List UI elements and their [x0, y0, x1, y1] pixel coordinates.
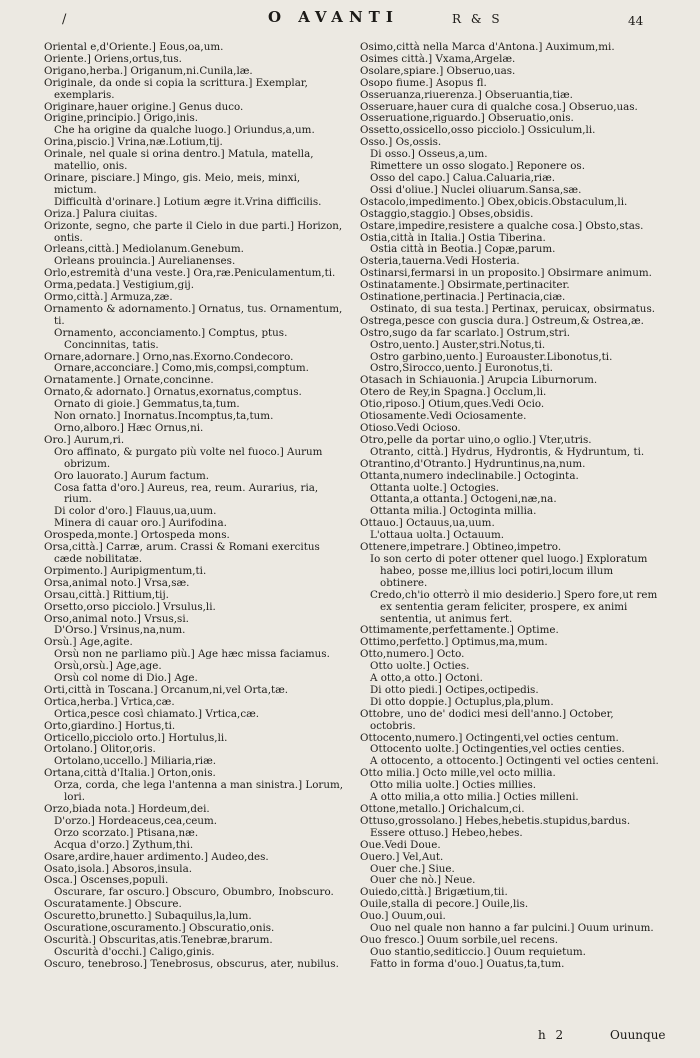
dictionary-entry: Ottanta milia.] Octoginta millia.	[370, 505, 537, 518]
dictionary-entry: Osimo,città nella Marca d'Antona.] Auximum,mi.	[360, 41, 615, 53]
dictionary-entry: Credo,ch'io otterrò il mio desiderio.] Spero fore,ut rem ex sententia geram feliciter, prospere, ex animi sententia, ut animus fert.	[370, 588, 658, 625]
dictionary-entry: Ottauo.] Octauus,ua,uum.	[360, 517, 495, 530]
dictionary-entry: Ornato di gioie.] Gemmatus,ta,tum.	[54, 398, 240, 411]
dictionary-entry: Oro.] Aurum,ri.	[44, 433, 125, 446]
dictionary-entry: Ouo.] Ouum,oui.	[360, 910, 446, 923]
page-header	[0, 6, 700, 36]
dictionary-entry: Ostro,Sirocco,uento.] Euronotus,ti.	[370, 362, 553, 375]
dictionary-entry: Otto milia uolte.] Octies millies.	[370, 779, 537, 792]
left-column	[44, 42, 344, 971]
dictionary-entry: Ottocento,numero.] Octingenti,vel octies centum.	[360, 731, 619, 744]
dictionary-entry: Oriza.] Palura ciuitas.	[44, 207, 158, 220]
dictionary-entry: Acqua d'orzo.] Zythum,thi.	[54, 838, 194, 851]
dictionary-entry: Osseruanza,riuerenza.] Obseruantia,tiæ.	[360, 88, 573, 101]
dictionary-entry: Osare,ardire,hauer ardimento.] Audeo,des.	[44, 850, 269, 863]
dictionary-entry: Orsù,orsù.] Age,age.	[54, 660, 162, 673]
dictionary-entry: Di otto piedi.] Octipes,octipedis.	[370, 683, 539, 696]
dictionary-entry: Osseruare,hauer cura di qualche cosa.] Obseruo,uas.	[360, 100, 638, 113]
dictionary-entry: Oscuro, tenebroso.] Tenebrosus, obscurus, ater, nubilus.	[44, 957, 339, 970]
dictionary-entry: Ouile,stalla di pecore.] Ouile,lis.	[360, 898, 529, 911]
dictionary-entry: Orsa,città.] Carræ, arum. Crassi & Romani exercitus cæde nobilitatæ.	[44, 541, 320, 565]
dictionary-entry: Di otto doppie.] Octuplus,pla,plum.	[370, 695, 554, 708]
dictionary-entry: Ouero.] Vel,Aut.	[360, 850, 444, 863]
dictionary-entry: Orpimento.] Auripigmentum,ti.	[44, 564, 207, 577]
dictionary-entry: A ottocento, a ottocento.] Octingenti vel octies centeni.	[370, 755, 659, 768]
dictionary-entry: Ortolano.] Olitor,oris.	[44, 743, 156, 756]
dictionary-entry: Otranto, città.] Hydrus, Hydrontis, & Hydruntum, ti.	[370, 445, 645, 458]
dictionary-entry: Oriental e,d'Oriente.] Eous,oa,um.	[44, 41, 224, 53]
dictionary-entry: Cosa fatta d'oro.] Aureus, rea, reum. Aurarius, ria, rium.	[54, 481, 319, 506]
dictionary-entry: Orlo,estremità d'una veste.] Ora,ræ.Peniculamentum,ti.	[44, 267, 336, 280]
running-title: O AVANTI	[268, 8, 399, 26]
dictionary-entry: Orizonte, segno, che parte il Cielo in due parti.] Horizon, ontis.	[44, 219, 343, 244]
dictionary-entry: D'orzo.] Hordeaceus,cea,ceum.	[54, 814, 217, 827]
dictionary-entry: A otto milia,a otto milia.] Octies milleni.	[370, 791, 579, 804]
dictionary-entry: Ouer che nò.] Neue.	[370, 874, 476, 887]
dictionary-entry: Ostaggio,staggio.] Obses,obsidis.	[360, 207, 534, 220]
dictionary-entry: Osato,isola.] Absoros,insula.	[44, 862, 192, 875]
dictionary-entry: Rimettere un osso slogato.] Reponere os.	[370, 160, 585, 173]
dictionary-entry: Orto,giardino.] Hortus,ti.	[44, 719, 176, 732]
dictionary-entry: Ormo,città.] Armuza,zæ.	[44, 291, 173, 304]
dictionary-entry: Oue.Vedi Doue.	[360, 838, 441, 851]
dictionary-entry: Origine,principio.] Origo,inis.	[44, 112, 199, 125]
dictionary-entry: L'ottaua uolta.] Octauum.	[370, 529, 505, 542]
dictionary-entry: Oscuratione,oscuramento.] Obscuratio,onis.	[44, 922, 275, 935]
dictionary-entry: Ostro,uento.] Auster,stri.Notus,ti.	[370, 338, 546, 351]
dictionary-entry: Di osso.] Osseus,a,um.	[370, 148, 488, 161]
dictionary-entry: A otto,a otto.] Octoni.	[370, 672, 483, 685]
dictionary-entry: Orsa,animal noto.] Vrsa,sæ.	[44, 576, 190, 589]
dictionary-entry: Ostare,impedire,resistere a qualche cosa.] Obsto,stas.	[360, 219, 644, 232]
dictionary-entry: Ornato,& adornato.] Ornatus,exornatus,comptus.	[44, 386, 302, 399]
dictionary-entry: Ornare,acconciare.] Como,mis,compsi,comptum.	[54, 362, 309, 375]
dictionary-entry: Ouo nel quale non hanno a far pulcini.] Ouum urinum.	[370, 922, 654, 935]
dictionary-entry: Osso del capo.] Calua.Caluaria,riæ.	[370, 171, 556, 184]
dictionary-entry: Osimes città.] Vxama,Argelæ.	[360, 52, 516, 65]
dictionary-entry: Osteria,tauerna.Vedi Hosteria.	[360, 255, 520, 268]
dictionary-entry: Otto,numero.] Octo.	[360, 648, 465, 661]
dictionary-entry: Otero de Rey,in Spagna.] Occlum,li.	[360, 386, 547, 399]
dictionary-entry: Otiosamente.Vedi Ociosamente.	[360, 410, 527, 423]
dictionary-entry: Essere ottuso.] Hebeo,hebes.	[370, 826, 523, 839]
dictionary-entry: Ostrega,pesce con guscia dura.] Ostreum,& Ostrea,æ.	[360, 314, 644, 327]
dictionary-entry: Otto uolte.] Octies.	[370, 660, 470, 673]
dictionary-entry: Otrantino,d'Otranto.] Hydruntinus,na,num.	[360, 457, 586, 470]
dictionary-entry: Oscurare, far oscuro.] Obscuro, Obumbro, Inobscuro.	[54, 886, 334, 899]
dictionary-entry: Osseruatione,riguardo.] Obseruatio,onis.	[360, 112, 574, 125]
dictionary-entry: Orinare, pisciare.] Mingo, gis. Meio, meis, minxi, mictum.	[44, 171, 301, 196]
right-column	[360, 42, 660, 971]
dictionary-entry: Ottocento uolte.] Octingenties,vel octies centies.	[370, 743, 625, 756]
dictionary-entry: Ortana,città d'Italia.] Orton,onis.	[44, 767, 216, 780]
dictionary-entry: Osopo fiume.] Asopus fl.	[360, 76, 487, 89]
dictionary-entry: Ottenere,impetrare.] Obtineo,impetro.	[360, 541, 562, 554]
dictionary-entry: Ouiedo,città.] Brigætium,tii.	[360, 886, 508, 899]
dictionary-entry: Oscurità.] Obscuritas,atis.Tenebræ,brarum.	[44, 933, 273, 946]
dictionary-entry: Ottimo,perfetto.] Optimus,ma,mum.	[360, 636, 548, 649]
dictionary-entry: Ortica,pesce così chiamato.] Vrtica,cæ.	[54, 707, 260, 720]
dictionary-entry: Ottanta uolte.] Octogies.	[370, 481, 500, 494]
dictionary-entry: Orso,animal noto.] Vrsus,si.	[44, 612, 189, 625]
dictionary-entry: Orno,alboro.] Hæc Ornus,ni.	[54, 422, 204, 434]
dictionary-entry: Otto milia.] Octo mille,vel octo millia.	[360, 767, 556, 780]
dictionary-entry: Orzo scorzato.] Ptisana,næ.	[54, 826, 199, 839]
dictionary-entry: Fatto in forma d'ouo.] Ouatus,ta,tum.	[370, 957, 565, 970]
dictionary-entry: Orsetto,orso picciolo.] Vrsulus,li.	[44, 600, 216, 613]
dictionary-entry: Ortolano,uccello.] Miliaria,riæ.	[54, 755, 217, 768]
dictionary-entry: Io son certo di poter ottener quel luogo.] Exploratum habeo, posse me,illius loci potiri,locum illum obtinere.	[370, 552, 648, 589]
dictionary-entry: Oro lauorato.] Aurum factum.	[54, 469, 210, 482]
dictionary-entry: Orina,piscio.] Vrina,næ.Lotium,tij.	[44, 136, 223, 149]
dictionary-entry: Otioso.Vedi Ocioso.	[360, 422, 461, 434]
dictionary-entry: Orti,città in Toscana.] Orcanum,ni,vel Orta,tæ.	[44, 683, 289, 696]
dictionary-entry: Ornamento & adornamento.] Ornatus, tus. Ornamentum, ti.	[44, 302, 343, 327]
dictionary-entry: Osso.] Os,ossis.	[360, 136, 442, 149]
dictionary-entry: Orma,pedata.] Vestigium,gij.	[44, 279, 194, 292]
dictionary-entry: Orza, corda, che lega l'antenna a man sinistra.] Lorum, lori.	[54, 779, 343, 804]
dictionary-entry: Osolare,spiare.] Obseruo,uas.	[360, 64, 516, 77]
dictionary-entry: Ostacolo,impedimento.] Obex,obicis.Obstaculum,li.	[360, 195, 628, 208]
dictionary-entry: Otio,riposo.] Otium,ques.Vedi Ocio.	[360, 398, 545, 411]
catchword: Ouunque	[610, 1028, 666, 1042]
dictionary-entry: Orzo,biada nota.] Hordeum,dei.	[44, 803, 210, 815]
dictionary-entry: Ostia città in Beotia.] Copæ,parum.	[370, 243, 556, 256]
dictionary-entry: Ottone,metallo.] Orichalcum,ci.	[360, 803, 525, 815]
dictionary-entry: Ottuso,grossolano.] Hebes,hebetis.stupidus,bardus.	[360, 814, 631, 827]
dictionary-entry: Otasach in Schiauonia.] Arupcia Liburnorum.	[360, 374, 598, 387]
dictionary-entry: Ostinato, di sua testa.] Pertinax, peruicax, obsirmatus.	[370, 302, 655, 315]
dictionary-entry: Oro affinato, & purgato più volte nel fuoco.] Aurum obrizum.	[54, 445, 323, 470]
dictionary-entry: Ostinarsi,fermarsi in un proposito.] Obsirmare animum.	[360, 267, 652, 280]
dictionary-entry: Orsau,città.] Rittium,tij.	[44, 588, 169, 601]
margin-mark: /	[62, 12, 67, 27]
dictionary-entry: Orospeda,monte.] Ortospeda mons.	[44, 529, 230, 542]
dictionary-entry: Che ha origine da qualche luogo.] Oriundus,a,um.	[54, 124, 315, 137]
header-signature: R & S	[452, 12, 503, 26]
dictionary-entry: Non ornato.] Inornatus.Incomptus,ta,tum.	[54, 410, 274, 423]
page-footer	[0, 1028, 700, 1048]
dictionary-entry: Di color d'oro.] Flauus,ua,uum.	[54, 505, 217, 518]
dictionary-entry: Osca.] Oscenses,populi.	[44, 874, 169, 887]
dictionary-entry: Ortica,herba.] Vrtica,cæ.	[44, 695, 175, 708]
page-number: 44	[628, 14, 644, 28]
dictionary-entry: Ouer che.] Siue.	[370, 862, 455, 875]
dictionary-entry: Orsù col nome di Dio.] Age.	[54, 672, 198, 685]
dictionary-entry: Ornamento, acconciamento.] Comptus, ptus. Concinnitas, tatis.	[54, 326, 288, 351]
dictionary-entry: Difficultà d'orinare.] Lotium ægre it.Vrina difficilis.	[54, 195, 322, 208]
dictionary-entry: Orleans,città.] Mediolanum.Genebum.	[44, 243, 244, 256]
dictionary-entry: Ottimamente,perfettamente.] Optime.	[360, 624, 559, 637]
dictionary-entry: Ornatamente.] Ornate,concinne.	[44, 374, 214, 387]
dictionary-entry: Ostinatione,pertinacia.] Pertinacia,ciæ.	[360, 291, 566, 304]
dictionary-entry: D'Orso.] Vrsinus,na,num.	[54, 624, 186, 637]
dictionary-entry: Origano,herba.] Origanum,ni.Cunila,læ.	[44, 64, 253, 77]
dictionary-entry: Oriente.] Oriens,ortus,tus.	[44, 52, 182, 65]
dictionary-entry: Ornare,adornare.] Orno,nas.Exorno.Condecoro.	[44, 350, 294, 363]
dictionary-entry: Ossi d'oliue.] Nuclei oliuarum.Sansa,sæ.	[370, 183, 582, 196]
dictionary-entry: Ossetto,ossicello,osso picciolo.] Ossiculum,li.	[360, 124, 596, 137]
dictionary-entry: Minera di cauar oro.] Aurifodina.	[54, 517, 227, 530]
dictionary-entry: Ostro,sugo da far scarlato.] Ostrum,stri.	[360, 326, 571, 339]
dictionary-entry: Ostro garbino,uento.] Euroauster.Libonotus,ti.	[370, 350, 613, 363]
dictionary-entry: Orticello,picciolo orto.] Hortulus,li.	[44, 731, 228, 744]
dictionary-entry: Originale, da onde si copia la scrittura.] Exemplar, exemplaris.	[44, 76, 308, 101]
dictionary-entry: Orleans prouincia.] Aurelianenses.	[54, 255, 236, 268]
dictionary-entry: Ottanta,numero indeclinabile.] Octoginta.	[360, 469, 579, 482]
dictionary-entry: Orinale, nel quale si orina dentro.] Matula, matella, matellio, onis.	[44, 148, 314, 173]
dictionary-entry: Oscuratamente.] Obscure.	[44, 898, 182, 911]
dictionary-entry: Ostinatamente.] Obsirmate,pertinaciter.	[360, 279, 570, 292]
dictionary-entry: Ostia,città in Italia.] Ostia Tiberina.	[360, 231, 546, 244]
dictionary-entry: Ouo fresco.] Ouum sorbile,uel recens.	[360, 933, 559, 946]
dictionary-entry: Ottanta,a ottanta.] Octogeni,næ,na.	[370, 493, 557, 506]
dictionary-entry: Orsù.] Age,agite.	[44, 636, 133, 649]
dictionary-entry: Otro,pelle da portar uino,o oglio.] Vter,utris.	[360, 433, 592, 446]
dictionary-entry: Originare,hauer origine.] Genus duco.	[44, 100, 244, 113]
dictionary-entry: Oscuretto,brunetto.] Subaquilus,la,lum.	[44, 910, 252, 923]
dictionary-entry: Ouo stantio,sediticcio.] Ouum requietum.	[370, 945, 586, 958]
dictionary-entry: Ottobre, uno de' dodici mesi dell'anno.] October, octobris.	[360, 707, 614, 732]
dictionary-entry: Orsù non ne parliamo più.] Age hæc missa faciamus.	[54, 648, 330, 661]
footer-signature: h 2	[538, 1028, 567, 1042]
dictionary-entry: Oscurità d'occhi.] Caligo,ginis.	[54, 945, 215, 958]
